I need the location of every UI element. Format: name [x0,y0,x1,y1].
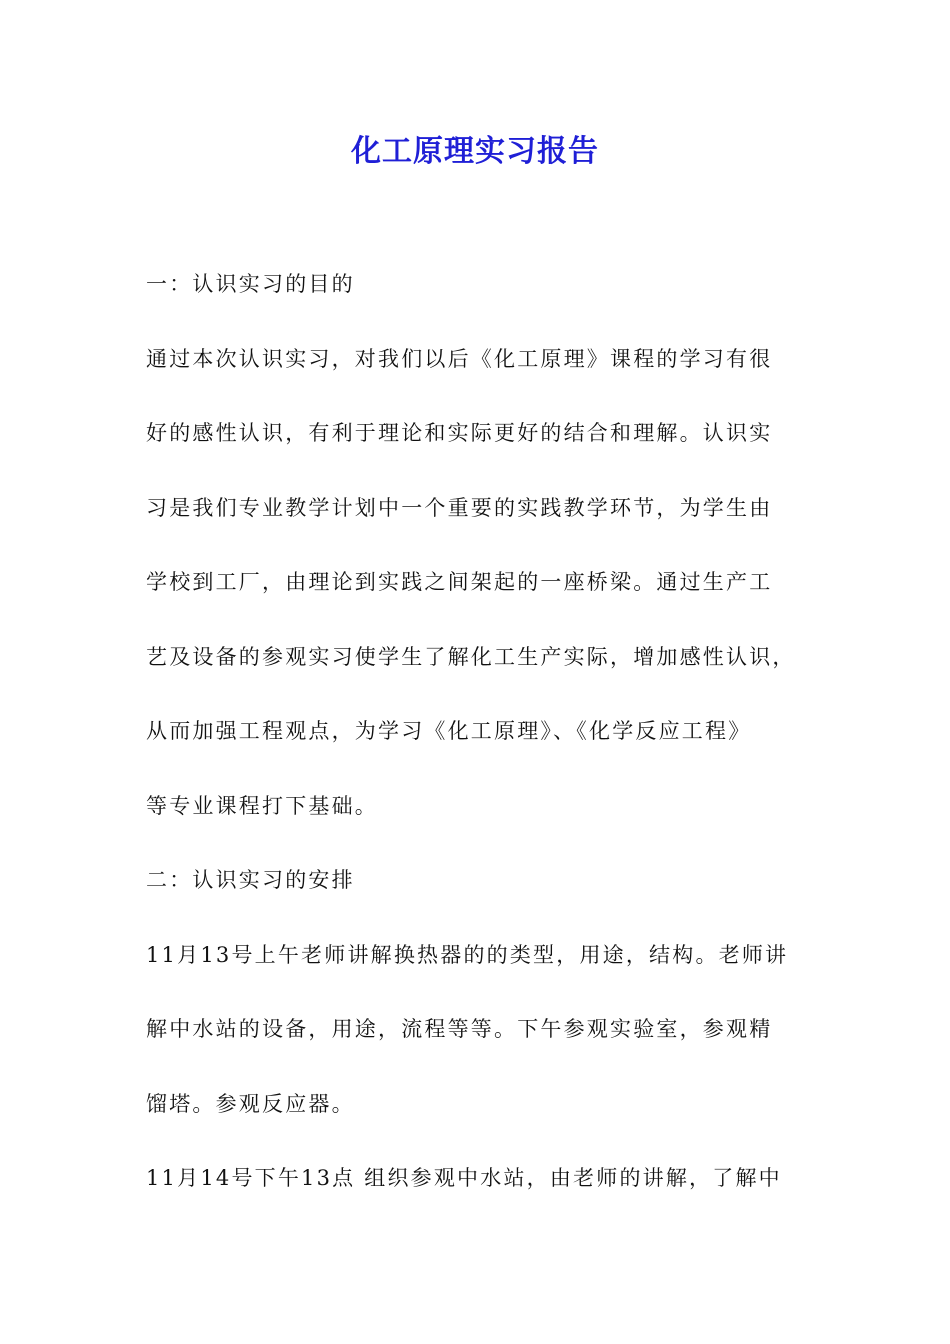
paragraph-line: 通过本次认识实习，对我们以后《化工原理》课程的学习有很 [146,346,773,371]
paragraph-line: 馏塔。参观反应器。 [146,1091,355,1116]
paragraph-line: 解中水站的设备，用途，流程等等。下午参观实验室，参观精 [146,1017,773,1041]
paragraph-line: 11月14号下午13点 组织参观中水站，由老师的讲解，了解中 [146,1166,782,1190]
document-body [146,264,826,1233]
paragraph-line: 等专业课程打下基础。 [146,793,378,818]
paragraph-line: 艺及设备的参观实习使学生了解化工生产实际，增加感性认识， [146,644,796,669]
paragraph-line: 学校到工厂，由理论到实践之间架起的一座桥梁。通过生产工 [146,570,773,594]
section-heading-purpose: 一：认识实习的目的 [146,272,355,296]
paragraph-line: 好的感性认识，有利于理论和实际更好的结合和理解。认识实 [146,421,773,445]
section-heading-arrangement: 二：认识实习的安排 [146,868,355,892]
document-title: 化工原理实习报告 [351,134,599,169]
paragraph-line: 习是我们专业教学计划中一个重要的实践教学环节，为学生由 [146,495,773,520]
paragraph-line: 11月13号上午老师讲解换热器的的类型，用途，结构。老师讲 [146,942,789,967]
paragraph-line: 从而加强工程观点，为学习《化工原理》、《化学反应工程》 [146,719,752,743]
